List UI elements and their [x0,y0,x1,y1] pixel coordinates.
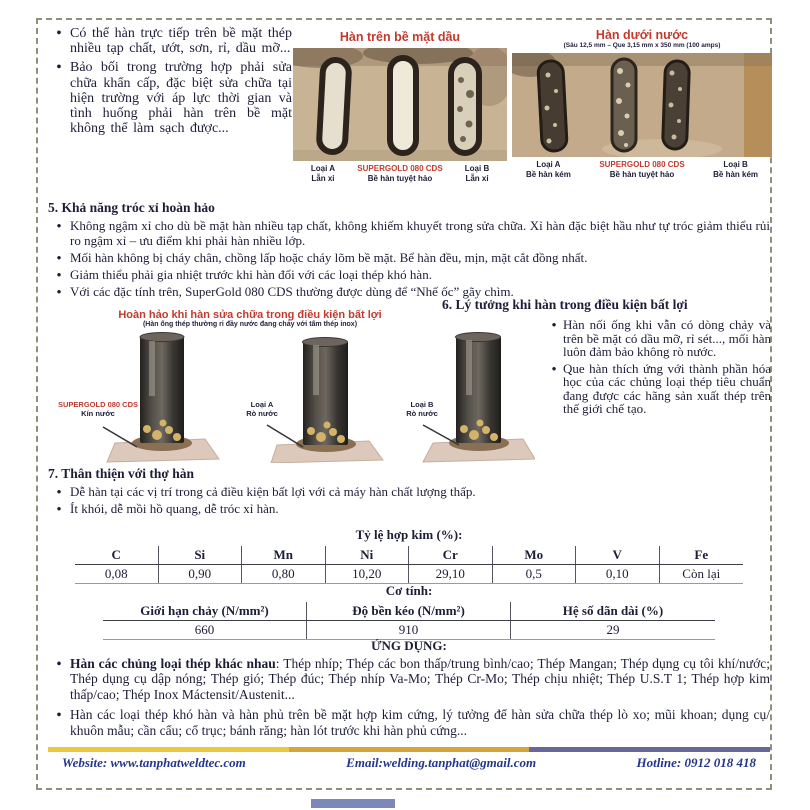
applications-title: ỨNG DỤNG: [371,638,447,653]
list-item [48,26,292,56]
bullet-icon [48,484,70,499]
section-6-bullets [545,318,771,419]
pipe-label-loai-a: Loại A Rò nước [246,400,278,418]
figure-oil-surface [293,30,507,183]
figure-subtitle: (Hàn ống thép thường rỉ đầy nước đang chảy với tấm thép inox) [142,321,358,328]
caption-a: Loại A Bề hàn kém [525,160,571,179]
alloy-table-block [48,527,770,584]
figure-underwater [512,28,772,179]
intro-bullets [48,26,292,140]
mech-table-value-row: 660 910 29 [103,621,715,640]
bullet-icon [545,318,563,359]
caption-a: Loại A Lẫn xỉ [310,164,336,183]
weld-bead [390,58,416,153]
bullet-icon [545,362,563,416]
pipe-loai-b [423,333,535,463]
weld-bead [319,59,350,152]
intro-bullet-text: Có thể hàn trực tiếp trên bề mặt thép nhiều tạp chất, ướt, sơn, rỉ, dầu mỡ... [70,26,292,57]
list-item: • Dễ hàn tại các vị trí trong cả điều kiện bất lợi với cả máy hàn chất lượng thấp. [48,484,770,499]
weld-bead [612,59,636,151]
mech-table [103,602,715,640]
list-item: • Que hàn thích ứng với thành phần hóa học của các chủng loại thép tiêu chuẩn đang được các hãng sản xuất thép trên thế giới chế tạo. [545,362,771,416]
mech-table-title: Cơ tính: [385,583,433,598]
section-7 [48,466,770,518]
bottom-blue-bar [311,799,395,808]
pipes-photo [45,331,535,463]
bullet-icon [48,707,70,738]
weld-bead [662,61,689,150]
footer-contact [48,755,770,771]
bullet-icon [48,26,70,56]
alloy-table-value-row: 0,08 0,90 0,80 10,20 29,10 0,5 0,10 Còn lại [75,565,743,584]
footer-bar-gold [289,747,530,752]
figure-title: Hàn dưới nước [595,28,689,42]
caption-b: Loại B Bề hàn kém [713,160,759,179]
section-6-heading: 6. Lý tưởng khi hàn trong điều kiện bất lợi [442,297,688,312]
bullet-icon [48,60,70,136]
pipes-figure-header [55,309,445,329]
footer-color-bar [48,747,770,752]
list-item: • Mối hàn không bị cháy chân, chồng lấp hoặc cháy lõm bề mặt. Bể hàn đều, mịn, mặt cắt đồng nhất. [48,250,770,265]
list-item: • Hàn nối ống khi vẫn có dòng chảy và trên bề mặt có dầu mỡ, rỉ sét..., mối hàn luôn đảm bảo không rò nước. [545,318,771,359]
applications-bullet: Hàn các loại thép khó hàn và hàn phủ trên bề mặt hợp kim cứng, lý tưởng để hàn sửa chữa thép lò xo; mũi khoan; dụng cụ/ khuôn mẫu; cần cẩu; cổ trục; bánh răng; hàn lót trước khi hàn phủ cứng... [70,707,770,738]
footer-hotline: Hotline: 0912 018 418 [636,755,756,770]
caption-supergold: SUPERGOLD 080 CDS Bề hàn tuyệt hảo [599,160,685,179]
mech-table-header-row: Giới hạn chảy (N/mm²) Độ bền kéo (N/mm²) Hệ số dãn dài (%) [103,602,715,621]
section-5-heading: 5. Khả năng tróc xỉ hoàn hảo [48,200,215,215]
footer-bar-yellow [48,747,289,752]
list-item: • Ít khói, dễ mồi hồ quang, dễ tróc xỉ hàn. [48,501,770,516]
list-item [48,707,770,738]
footer-email: Email:welding.tanphat@gmail.com [346,755,537,770]
applications-section [48,638,770,743]
pipe-supergold [103,333,219,463]
section-7-heading: 7. Thân thiện với thợ hàn [48,466,195,481]
underwater-weld-photo [512,53,772,157]
pipe-label-supergold: SUPERGOLD 080 CDS Kín nước [57,400,139,418]
alloy-table-title: Tỷ lệ hợp kim (%): [355,527,463,542]
bullet-icon [48,250,70,265]
footer-bar-purple [529,747,770,752]
list-item [48,60,292,136]
figure-captions [293,164,507,183]
footer-website: Website: www.tanphatweldtec.com [62,755,246,770]
pipe-label-loai-b: Loại B Rò nước [406,400,438,418]
list-item [48,656,770,703]
figure-title: Hoàn hảo khi hàn sửa chữa trong điều kiện bất lợi [118,309,382,321]
bullet-icon [48,501,70,516]
bullet-icon [48,656,70,703]
intro-bullet-text: Bảo bối trong trường hợp phải sửa chữa khẩn cấp, đặc biệt sửa chữa tại hiện trường với áp lực thời gian và tình huống phải hàn trên bề mặt không thể làm sạch được... [70,60,292,137]
list-item: • Giảm thiểu phải gia nhiệt trước khi hàn đối với các loại thép khó hàn. [48,267,770,282]
alloy-table-header-row: C Si Mn Ni Cr Mo V Fe [75,546,743,565]
bullet-icon [48,218,70,248]
weld-bead [538,60,568,151]
weld-bead [451,60,479,153]
bullet-icon [48,284,70,299]
list-item: • Với các đặc tính trên, SuperGold 080 CDS thường được dùng để “Nhế ốc” gãy chìm. [48,284,770,299]
section-5 [48,200,770,301]
caption-supergold: SUPERGOLD 080 CDS Bề hàn tuyệt hảo [357,164,443,183]
mech-table-block [48,583,770,640]
oil-weld-photo [293,48,507,161]
list-item: • Không ngậm xỉ cho dù bề mặt hàn nhiều tạp chất, không khiếm khuyết trong sửa chữa. Xỉ hàn đặc biệt hầu như tự tróc giảm thiểu rủi ro ngậm xỉ – ưu điểm khi phải hàn nhiều lớp. [48,218,770,248]
alloy-table [75,546,743,584]
applications-bullet: Hàn các chủng loại thép khác nhau: Thép nhíp; Thép các bon thấp/trung bình/cao; Thép Mangan; Thép dụng cụ tôi khí/nước; Thép dụng cụ dập nóng; Thép gió; Thép đúc; Thép nhíp Va-Mo; Thép Cr-Mo; Thép chịu nhiệt; Thép U.S.T 1; Thép hợp kim thấp/cao; Thép Inox Máctensit/Austenit... [70,655,770,702]
caption-b: Loại B Lẫn xỉ [464,164,490,183]
figure-captions [512,160,772,179]
bullet-icon [48,267,70,282]
figure-subtitle: (Sâu 12,5 mm – Que 3,15 mm x 350 mm (100 amps) [563,42,721,49]
figure-title: Hàn trên bề mặt dầu [339,30,461,44]
